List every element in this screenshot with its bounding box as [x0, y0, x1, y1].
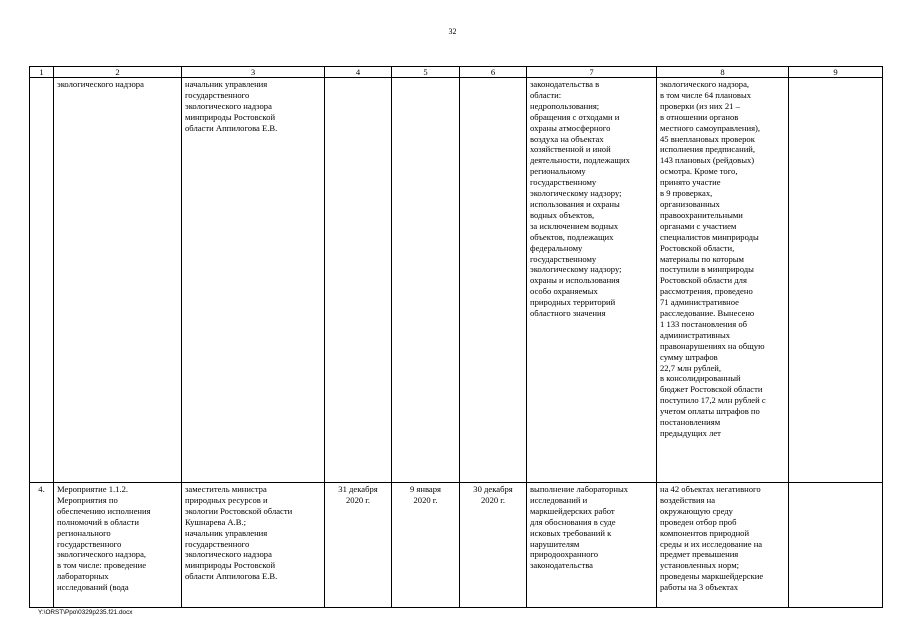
note-cell	[789, 78, 883, 483]
date-start-cell	[392, 78, 460, 483]
date-end-cell: 30 декабря 2020 г.	[460, 483, 527, 608]
event-cell: Мероприятие 1.1.2. Мероприятия по обеспечению исполнения полномочий в области регионального государственного экологического надзора, в том числе: проведение лабораторных исследований (вода	[54, 483, 182, 608]
table-row	[30, 78, 883, 483]
responsible-cell: заместитель министра природных ресурсов и экологии Ростовской области Кушнарева А.В.; начальник управления государственного экологического надзора минприроды Ростовской области Аппилогова Е.В.	[182, 483, 325, 608]
actual-result-cell: на 42 объектах негативного воздействия на окружающую среду проведен отбор проб компонентов природной среды и их исследование на предмет превышения установленных норм; проведены маркшейдерские работы на 3 объектах	[657, 483, 789, 608]
table-row	[30, 483, 883, 608]
page-number: 32	[448, 27, 457, 36]
header-cell: 8	[657, 67, 789, 78]
row-number: 4.	[30, 483, 54, 608]
file-path-footer: Y:\ORST\Ppo\0329p235.f21.docx	[38, 609, 133, 616]
header-row	[30, 67, 883, 78]
date-start-cell: 9 января 2020 г.	[392, 483, 460, 608]
event-cell: экологического надзора	[54, 78, 182, 483]
header-cell: 2	[54, 67, 182, 78]
header-cell: 9	[789, 67, 883, 78]
header-cell: 5	[392, 67, 460, 78]
header-cell: 4	[325, 67, 392, 78]
date-plan-cell: 31 декабря 2020 г.	[325, 483, 392, 608]
actual-result-cell: экологического надзора, в том числе 64 плановых проверки (из них 21 – в отношении органов местного самоуправления), 45 внеплановых проверок исполнения предписаний, 143 плановых (рейдовых) осмотра. Кроме того, принято участие в 9 проверках, организованных правоохранительными органами с участием специалистов минприроды Ростовской области, материалы по которым поступили в минприроды Ростовской области для рассмотрения, проведено 71 административное расследование. Вынесено 1 133 постановления об административных правонарушениях на общую сумму штрафов 22,7 млн рублей, в консолидированный бюджет Ростовской области поступило 17,2 млн рублей с учетом оплаты штрафов по постановлениям предыдущих лет	[657, 78, 789, 483]
events-table	[29, 66, 883, 608]
responsible-cell: начальник управления государственного экологического надзора минприроды Ростовской области Аппилогова Е.В.	[182, 78, 325, 483]
row-number	[30, 78, 54, 483]
header-cell: 7	[527, 67, 657, 78]
header-cell: 1	[30, 67, 54, 78]
date-plan-cell	[325, 78, 392, 483]
note-cell	[789, 483, 883, 608]
expected-result-cell: законодательства в области: недропользования; обращения с отходами и охраны атмосферного воздуха на объектах хозяйственной и иной деятельности, подлежащих региональному государственному экологическому надзору; использования и охраны водных объектов, за исключением водных объектов, подлежащих федеральному государственному экологическому надзору; охраны и использования особо охраняемых природных территорий областного значения	[527, 78, 657, 483]
expected-result-cell: выполнение лабораторных исследований и маркшейдерских работ для обоснования в суде исковых требований к нарушителям природоохранного законодательства	[527, 483, 657, 608]
header-cell: 6	[460, 67, 527, 78]
header-cell: 3	[182, 67, 325, 78]
date-end-cell	[460, 78, 527, 483]
